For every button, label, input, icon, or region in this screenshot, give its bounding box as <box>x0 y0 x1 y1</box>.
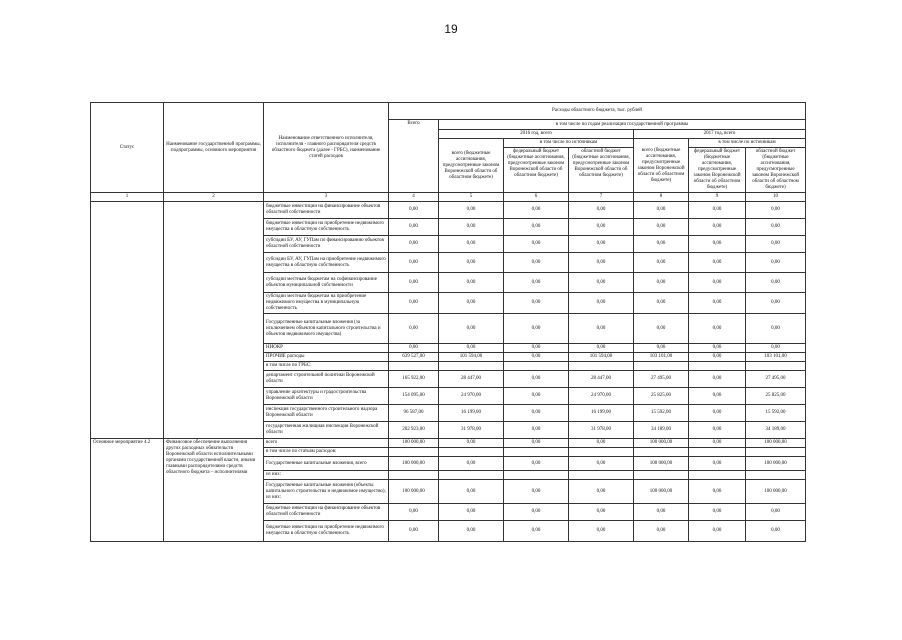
row-label: ПРОЧИЕ расходы <box>264 353 389 362</box>
row-value <box>634 471 689 480</box>
header-all-2016: всего (бюджетные ассигнования, предусмотренные законом Воронежской области об областном бюджете) <box>439 139 504 193</box>
program-cell <box>164 202 264 439</box>
status-cell <box>91 202 164 439</box>
row-value: 15 592,00 <box>634 405 689 422</box>
row-value: 0,00 <box>439 521 504 542</box>
row-value: 96 587,00 <box>389 405 439 422</box>
row-value <box>689 448 746 457</box>
row-value: 100 000,00 <box>634 480 689 504</box>
row-label: бюджетные инвестиции на приобретение недвижимого имущества в областную собственность <box>264 521 389 542</box>
row-value: 0,00 <box>439 253 504 273</box>
row-value: 0,00 <box>389 314 439 344</box>
row-value: 0,00 <box>439 236 504 253</box>
table-row <box>91 202 806 219</box>
row-value: 25 825,00 <box>634 388 689 405</box>
row-value: 0,00 <box>439 480 504 504</box>
row-value: 0,00 <box>569 253 634 273</box>
row-value: 0,00 <box>746 314 806 344</box>
row-value: 0,00 <box>439 344 504 353</box>
header-by-years: в том числе по годам реализации государственной программы <box>439 120 806 130</box>
row-value: 0,00 <box>504 236 569 253</box>
row-label: субсидии местным бюджетам на софинансирование объектов муниципальной собственности <box>264 273 389 293</box>
header-fed-2017: федеральный бюджет (бюджетные ассигнования, предусмотренные законом Воронежской области об областном бюджете) <box>689 148 746 193</box>
header-expenses-title: Расходы областного бюджета, тыс. рублей <box>389 103 806 120</box>
column-number: 4 <box>389 193 439 202</box>
row-value: 0,00 <box>634 293 689 314</box>
row-value: 28 447,00 <box>569 371 634 388</box>
row-value: 0,00 <box>439 202 504 219</box>
row-value: 0,00 <box>689 504 746 521</box>
row-value <box>389 448 439 457</box>
row-value: 27 495,00 <box>634 371 689 388</box>
row-value: 202 923,00 <box>389 422 439 439</box>
row-value: 0,00 <box>746 273 806 293</box>
row-value: 0,00 <box>689 273 746 293</box>
row-value: 0,00 <box>439 504 504 521</box>
row-value: 0,00 <box>504 273 569 293</box>
header-reg-2016: областной бюджет (бюджетные ассигнования, предусмотренные законом Воронежской области об областном бюджете) <box>569 148 634 193</box>
row-value <box>439 362 504 371</box>
header-status: Статус <box>91 103 164 193</box>
row-value: 27 495,00 <box>746 371 806 388</box>
row-value: 0,00 <box>689 353 746 362</box>
row-value: 100 000,00 <box>389 480 439 504</box>
row-value <box>439 448 504 457</box>
row-value: 0,00 <box>689 314 746 344</box>
row-value: 0,00 <box>689 388 746 405</box>
row-value <box>569 471 634 480</box>
row-value: 0,00 <box>569 219 634 236</box>
row-label: бюджетные инвестиции на финансирование объектов областной собственности <box>264 202 389 219</box>
row-value: 0,00 <box>746 293 806 314</box>
row-value: 0,00 <box>439 293 504 314</box>
budget-table <box>90 102 806 542</box>
row-value: 100 000,00 <box>389 439 439 448</box>
row-label: субсидии местным бюджетам на приобретение недвижимого имущества в муниципальную собственность <box>264 293 389 314</box>
header-all-2017: всего (бюджетные ассигнования, предусмотренные законом Воронежской области об областном бюджете) <box>634 139 689 193</box>
row-value: 0,00 <box>746 253 806 273</box>
row-value: 101 594,00 <box>569 353 634 362</box>
row-value: 0,00 <box>389 293 439 314</box>
row-value <box>746 448 806 457</box>
header-program-name: Наименование государственной программы, подпрограммы, основного мероприятия <box>164 103 264 193</box>
row-value: 0,00 <box>689 253 746 273</box>
row-value: 0,00 <box>569 273 634 293</box>
row-value: 0,00 <box>689 457 746 471</box>
row-value: 0,00 <box>746 344 806 353</box>
header-reg-2017: областной бюджет (бюджетные ассигнования, предусмотренные законом Воронежской области об областном бюджете) <box>746 148 806 193</box>
row-value: 0,00 <box>439 273 504 293</box>
row-value <box>569 448 634 457</box>
header-total: Всего <box>389 120 439 193</box>
row-value: 100 000,00 <box>634 457 689 471</box>
row-label: из них: <box>264 471 389 480</box>
row-value: 0,00 <box>634 504 689 521</box>
row-label: в том числе по статьям расходов: <box>264 448 389 457</box>
row-label: субсидии БУ, АУ, ГУПам на приобретение недвижимого имущества в областную собственность <box>264 253 389 273</box>
row-value: 103 101,00 <box>746 353 806 362</box>
row-value: 0,00 <box>389 344 439 353</box>
header-sources-2017: в том числе по источникам <box>689 139 806 148</box>
row-value: 0,00 <box>504 293 569 314</box>
header-fed-2016: федеральный бюджет (бюджетные ассигнования, предусмотренные законом Воронежской области об областном бюджете) <box>504 148 569 193</box>
row-value: 0,00 <box>689 293 746 314</box>
row-value: 0,00 <box>569 504 634 521</box>
row-value: 16 199,00 <box>439 405 504 422</box>
row-label: Государственные капитальные вложения (объекты капитального строительства и недвижимое имущество), из них: <box>264 480 389 504</box>
row-label: Государственные капитальные вложения (за исключением объектов капитального строительства и объектов недвижимого имущества) <box>264 314 389 344</box>
row-value: 0,00 <box>504 480 569 504</box>
row-value: 0,00 <box>689 521 746 542</box>
header-2017: 2017 год, всего <box>634 130 806 139</box>
column-number: 5 <box>439 193 504 202</box>
row-value: 15 592,00 <box>746 405 806 422</box>
row-value <box>389 362 439 371</box>
row-value: 0,00 <box>746 521 806 542</box>
row-label: субсидии БУ, АУ, ГУПам по финансированию объектов областной собственности <box>264 236 389 253</box>
row-value <box>634 448 689 457</box>
row-value: 0,00 <box>689 480 746 504</box>
row-value: 24 970,00 <box>569 388 634 405</box>
row-value: 0,00 <box>634 219 689 236</box>
column-number: 9 <box>689 193 746 202</box>
row-value: 639 527,00 <box>389 353 439 362</box>
row-label: в том числе по ГРБС: <box>264 362 389 371</box>
row-value: 0,00 <box>689 344 746 353</box>
row-value: 0,00 <box>634 273 689 293</box>
row-value: 101 594,00 <box>439 353 504 362</box>
row-value: 0,00 <box>504 253 569 273</box>
row-value: 0,00 <box>634 253 689 273</box>
row-value: 0,00 <box>504 439 569 448</box>
row-value: 165 922,00 <box>389 371 439 388</box>
row-value <box>504 471 569 480</box>
row-value <box>634 362 689 371</box>
row-value: 0,00 <box>389 253 439 273</box>
row-value: 0,00 <box>439 219 504 236</box>
header-sources-2016: в том числе по источникам <box>504 139 634 148</box>
row-value: 0,00 <box>504 371 569 388</box>
row-value: 0,00 <box>439 457 504 471</box>
row-value: 0,00 <box>389 273 439 293</box>
row-value: 16 199,00 <box>569 405 634 422</box>
row-value: 0,00 <box>746 202 806 219</box>
column-number: 10 <box>746 193 806 202</box>
row-value <box>389 471 439 480</box>
row-value: 0,00 <box>634 314 689 344</box>
row-value: 100 000,00 <box>746 457 806 471</box>
row-value: 0,00 <box>439 314 504 344</box>
row-value: 0,00 <box>389 521 439 542</box>
row-value <box>569 362 634 371</box>
row-value <box>689 471 746 480</box>
row-value: 0,00 <box>569 293 634 314</box>
row-value: 0,00 <box>504 457 569 471</box>
row-value: 0,00 <box>634 236 689 253</box>
row-value: 100 000,00 <box>634 439 689 448</box>
row-value: 0,00 <box>504 219 569 236</box>
header-executor: Наименование ответственного исполнителя, исполнителя - главного распорядителя средств областного бюджета (далее - ГРБС), наименование статей расходов <box>264 103 389 193</box>
row-value: 103 101,00 <box>634 353 689 362</box>
row-value: 154 095,00 <box>389 388 439 405</box>
table-row <box>91 439 806 448</box>
row-label: государственная жилищная инспекция Воронежской области <box>264 422 389 439</box>
row-value: 0,00 <box>569 457 634 471</box>
row-value: 100 000,00 <box>746 480 806 504</box>
row-value: 0,00 <box>504 405 569 422</box>
row-value: 0,00 <box>569 521 634 542</box>
row-label: НИОКР <box>264 344 389 353</box>
row-value: 0,00 <box>504 202 569 219</box>
row-value: 0,00 <box>504 521 569 542</box>
row-label: бюджетные инвестиции на приобретение недвижимого имущества в областную собственность <box>264 219 389 236</box>
row-value: 31 978,00 <box>439 422 504 439</box>
header-2016: 2016 год, всего <box>439 130 634 139</box>
row-value <box>746 471 806 480</box>
row-value: 0,00 <box>504 504 569 521</box>
row-label: бюджетные инвестиции на финансирование объектов областной собственности <box>264 504 389 521</box>
column-number: 6 <box>504 193 569 202</box>
row-value: 0,00 <box>504 353 569 362</box>
column-number: 7 <box>569 193 634 202</box>
row-value: 0,00 <box>569 236 634 253</box>
row-value: 0,00 <box>569 344 634 353</box>
row-value: 0,00 <box>689 236 746 253</box>
row-value: 34 189,00 <box>634 422 689 439</box>
row-value: 0,00 <box>569 314 634 344</box>
row-value: 0,00 <box>689 202 746 219</box>
row-value: 0,00 <box>569 480 634 504</box>
row-value: 0,00 <box>504 422 569 439</box>
row-value <box>689 362 746 371</box>
row-label: Государственные капитальные вложения, всего <box>264 457 389 471</box>
row-value: 31 978,00 <box>569 422 634 439</box>
row-value <box>746 362 806 371</box>
row-value: 0,00 <box>389 236 439 253</box>
row-value: 0,00 <box>634 344 689 353</box>
row-value: 0,00 <box>504 314 569 344</box>
row-value: 0,00 <box>746 236 806 253</box>
program-cell: Финансовое обеспечение выполнения других расходных обязательств Воронежской области исполнительными органами государственной власти, иными главными распорядителями средств областного бюджета – исполнителями <box>164 439 264 542</box>
row-label: инспекция государственного строительного надзора Воронежской области <box>264 405 389 422</box>
row-label: всего <box>264 439 389 448</box>
row-value: 0,00 <box>569 202 634 219</box>
row-value: 0,00 <box>439 439 504 448</box>
column-number: 1 <box>91 193 164 202</box>
status-cell: Основное мероприятие 4.2 <box>91 439 164 542</box>
page-number: 19 <box>444 22 458 36</box>
row-value: 0,00 <box>746 219 806 236</box>
row-value: 28 447,00 <box>439 371 504 388</box>
row-value: 0,00 <box>634 521 689 542</box>
row-value: 0,00 <box>689 371 746 388</box>
row-value <box>439 471 504 480</box>
row-value: 0,00 <box>746 504 806 521</box>
row-value: 0,00 <box>634 202 689 219</box>
row-value: 100 000,00 <box>389 457 439 471</box>
column-number: 8 <box>634 193 689 202</box>
row-value: 0,00 <box>689 219 746 236</box>
column-number: 2 <box>164 193 264 202</box>
row-value: 0,00 <box>389 202 439 219</box>
column-number: 3 <box>264 193 389 202</box>
row-value <box>504 362 569 371</box>
row-value: 24 970,00 <box>439 388 504 405</box>
row-value: 34 189,00 <box>746 422 806 439</box>
row-value: 25 825,00 <box>746 388 806 405</box>
row-value: 0,00 <box>689 439 746 448</box>
row-label: управление архитектуры и градостроительства Воронежской области <box>264 388 389 405</box>
row-value: 100 000,00 <box>746 439 806 448</box>
row-value: 0,00 <box>504 344 569 353</box>
row-value: 0,00 <box>689 405 746 422</box>
row-value: 0,00 <box>504 388 569 405</box>
row-value: 0,00 <box>689 422 746 439</box>
row-value: 0,00 <box>389 219 439 236</box>
row-label: департамент строительной политики Воронежской области <box>264 371 389 388</box>
row-value: 0,00 <box>389 504 439 521</box>
row-value: 0,00 <box>569 439 634 448</box>
row-value <box>504 448 569 457</box>
